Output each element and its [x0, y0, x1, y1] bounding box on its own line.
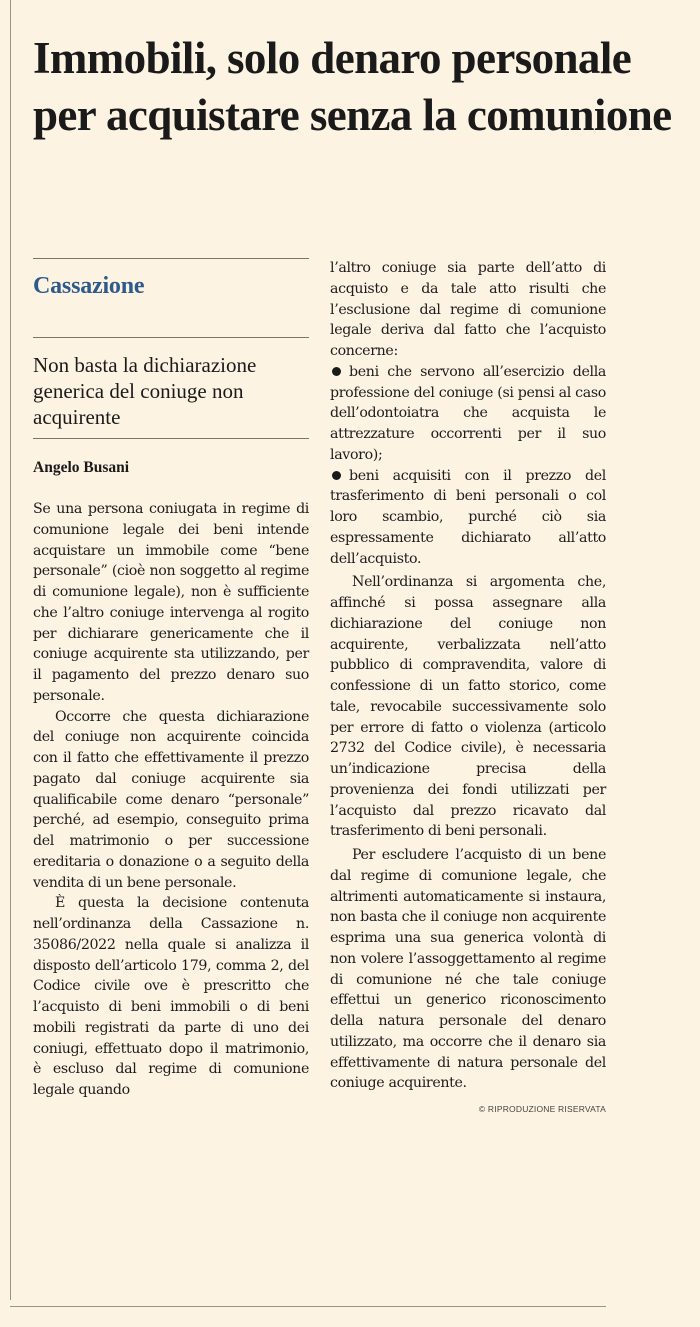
bullet-dot-icon: [332, 367, 341, 376]
copyright: © RIPRODUZIONE RISERVATA: [478, 1104, 606, 1114]
right-column: [330, 258, 606, 1114]
kicker: Cassazione: [33, 273, 145, 299]
paragraph: Per escludere l’acquisto di un bene dal regime di comunione legale, che altrimenti automaticamente si instaura, non basta che il coniuge non acquirente esprima una sua generica volontà di non volere l’assoggettamento al regime di comunione né che tale coniuge effettui un generico riconoscimento della natura personale del denaro utilizzato, ma occorre che il denaro sia effettivamente di natura personale del coniuge acquirente.: [330, 847, 606, 1092]
bullet-item: [330, 362, 606, 466]
paragraph: Se una persona coniugata in regime di comunione legale dei beni intende acquistare un immobile come “bene personale” (cioè non soggetto al regime di comunione legale), non è sufficiente che l’altro coniuge intervenga al rogito per dichiarare genericamente che il coniuge acquirente sta utilizzando, per il pagamento del prezzo denaro suo personale.: [33, 501, 309, 704]
divider: [33, 258, 309, 259]
bullet-text: beni acquisiti con il prezzo del trasferimento di beni personali o col loro scambio, purché ciò sia espressamente dichiarato all’atto dell’acquisto.: [330, 467, 606, 567]
divider: [33, 438, 309, 439]
paragraph-continuation: l’altro coniuge sia parte dell’atto di acquisto e da tale atto risulti che l’esclusione dal regime di comunione legale deriva dal fatto che l’acquisto concerne:: [330, 260, 606, 359]
left-column: [33, 258, 309, 1101]
paragraph: È questa la decisione contenuta nell’ordinanza della Cassazione n. 35086/2022 nella quale si analizza il disposto dell’articolo 179, comma 2, del Codice civile ove è prescritto che l’acquisto di beni immobili o di beni mobili registrati da parte di uno dei coniugi, effettuato dopo il matrimonio, è escluso dal regime di comunione legale quando: [33, 895, 309, 1098]
divider: [33, 337, 309, 338]
bullet-dot-icon: [332, 471, 341, 480]
bullet-text: beni che servono all’esercizio della professione del coniuge (si pensi al caso dell’odontoiatra che acquista le attrezzature occorrenti per il suo lavoro);: [330, 363, 606, 463]
byline: Angelo Busani: [33, 459, 130, 476]
bottom-rule: [10, 1306, 606, 1307]
left-body: [33, 499, 309, 1101]
bullet-item: [330, 466, 606, 570]
left-column-rule: [10, 0, 11, 1300]
headline: Immobili, solo denaro personale per acquistare senza la comunione: [33, 33, 672, 140]
paragraph: Occorre che questa dichiarazione del coniuge non acquirente coincida con il fatto che effettivamente il prezzo pagato dal coniuge acquirente sia qualificabile come denaro “personale” perché, ad esempio, conseguito prima del matrimonio o per successione ereditaria o donazione o a seguito della vendita di un bene personale.: [33, 708, 309, 891]
paragraph: Nell’ordinanza si argomenta che, affinché si possa assegnare alla dichiarazione del coniuge non acquirente, verbalizzata nell’atto pubblico di compravendita, valore di confessione di un fatto storico, come tale, revocabile successivamente solo per errore di fatto o violenza (articolo 2732 del Codice civile), è necessaria un’indicazione precisa della provenienza dei fondi utilizzati per l’acquisto dal prezzo ricavato dal trasferimento di beni personali.: [330, 574, 606, 840]
deck: Non basta la dichiarazione generica del coniuge non acquirente: [33, 353, 257, 429]
